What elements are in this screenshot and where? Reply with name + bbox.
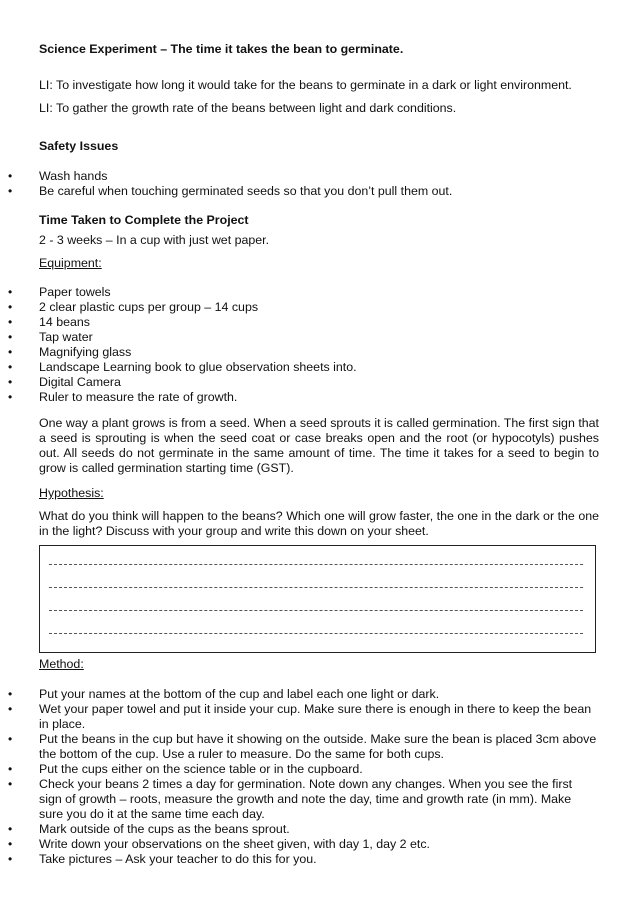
list-item: • Put the cups either on the science table or in the cupboard.: [0, 762, 598, 777]
time-taken-heading: Time Taken to Complete the Project: [39, 213, 249, 227]
method-heading: Method:: [39, 657, 84, 671]
hypothesis-text: What do you think will happen to the beans? Which one will grow faster, the one in the dark or the one in the light? Discuss with your group and write this down on your sheet.: [39, 509, 599, 538]
answer-line: [49, 587, 583, 588]
list-item: • 2 clear plastic cups per group – 14 cups: [0, 300, 600, 315]
list-item: • Mark outside of the cups as the beans sprout.: [0, 822, 598, 837]
germination-paragraph: One way a plant grows is from a seed. When a seed sprouts it is called germination. The first sign that a seed is sprouting is when the seed coat or case breaks open and the root (or hypocotyls) pushes out. All seeds do not germinate in the same amount of time. The time it takes for a seed to begin to grow is called germination starting time (GST).: [39, 416, 599, 475]
list-item: • Wet your paper towel and put it inside your cup. Make sure there is enough in there to keep the bean in place.: [0, 702, 598, 732]
document-title: Science Experiment – The time it takes the bean to germinate.: [39, 42, 404, 56]
equipment-list: [0, 285, 600, 405]
list-item: • Be careful when touching germinated seeds so that you don’t pull them out.: [0, 184, 600, 199]
equipment-heading: Equipment:: [39, 256, 102, 270]
list-item: • Put the beans in the cup but have it showing on the outside. Make sure the bean is placed 3cm above the bottom of the cup. Use a ruler to measure. Do the same for both cups.: [0, 732, 598, 762]
list-item: • Take pictures – Ask your teacher to do this for you.: [0, 852, 598, 867]
safety-list: [0, 169, 600, 199]
method-list: [0, 687, 598, 867]
hypothesis-answer-box[interactable]: [39, 545, 596, 653]
learning-intention-2: LI: To gather the growth rate of the beans between light and dark conditions.: [39, 101, 457, 115]
list-item: • Wash hands: [0, 169, 600, 184]
list-item: • Put your names at the bottom of the cup and label each one light or dark.: [0, 687, 598, 702]
answer-line: [49, 633, 583, 634]
safety-heading: Safety Issues: [39, 139, 119, 153]
answer-line: [49, 564, 583, 565]
hypothesis-heading: Hypothesis:: [39, 486, 104, 500]
list-item: • Landscape Learning book to glue observation sheets into.: [0, 360, 600, 375]
time-taken-text: 2 - 3 weeks – In a cup with just wet paper.: [39, 233, 270, 247]
list-item: • Check your beans 2 times a day for germination. Note down any changes. When you see the first sign of growth – roots, measure the growth and note the day, time and growth rate (in mm). Make sure you do it at the same time each day.: [0, 777, 598, 822]
list-item: • Magnifying glass: [0, 345, 600, 360]
list-item: • Paper towels: [0, 285, 600, 300]
list-item: • Ruler to measure the rate of growth.: [0, 390, 600, 405]
list-item: • Digital Camera: [0, 375, 600, 390]
learning-intention-1: LI: To investigate how long it would take for the beans to germinate in a dark or light environment.: [39, 78, 572, 92]
list-item: • Tap water: [0, 330, 600, 345]
answer-line: [49, 610, 583, 611]
list-item: • Write down your observations on the sheet given, with day 1, day 2 etc.: [0, 837, 598, 852]
list-item: • 14 beans: [0, 315, 600, 330]
